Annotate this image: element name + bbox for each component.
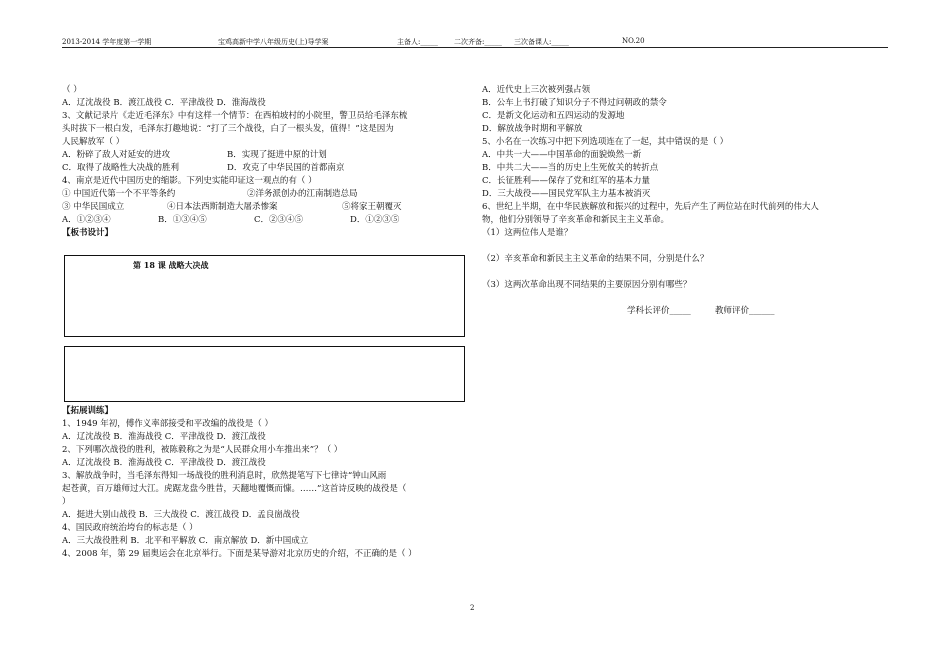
q6-text-1: 6、世纪上半期，在中华民族解放和振兴的过程中，先后产生了两位站在时代前列的伟大人 xyxy=(482,202,819,212)
q6-sub1: （1）这两位伟人是谁？ xyxy=(482,228,573,238)
q3-option-b: B．实现了挺进中原的计划 xyxy=(227,150,327,160)
ext-q1: 1、1949 年初，傅作义率部接受和平改编的战役是（ ） xyxy=(62,419,273,429)
q5-option-d: D．三大战役——国民党军队主力基本被消灭 xyxy=(482,189,651,199)
q4-option-c: C．②③④⑤ xyxy=(254,215,304,225)
q3-text-2: 头时拔下一根白发，毛泽东打趣地说：“打了三个战役，白了一根头发，值得！”这是因为 xyxy=(62,124,394,134)
ext-q3-line3: ） xyxy=(62,497,71,507)
left-column xyxy=(62,84,472,240)
lesson-title: 第 18 课 战略大决战 xyxy=(133,260,209,270)
q2-options: A．辽沈战役 B．渡江战役 C．平津战役 D．淮海战役 xyxy=(62,98,266,108)
semester-label: 2013-2014 学年度第一学期 xyxy=(62,38,152,46)
ext-q3-line2: 起苍黄，百万雄师过大江。虎踞龙盘今胜昔，天翻地覆慨而慷。……”这首诗反映的战役是（ xyxy=(62,484,407,494)
q4-item-1: ① 中国近代第一个不平等条约 xyxy=(62,189,176,199)
q4-item-3: ③ 中华民国成立 xyxy=(62,202,125,212)
q4-option-a: A．①②③④ xyxy=(62,215,111,225)
page-header xyxy=(62,37,888,48)
q3-text-1: 3、文献记录片《走近毛泽东》中有这样一个情节：在西柏坡村的小院里，警卫员给毛泽东梳 xyxy=(62,111,408,121)
notes-box xyxy=(64,346,465,402)
ext-q4-options: A．三大战役胜利 B．北平和平解放 C．南京解放 D．新中国成立 xyxy=(62,536,309,546)
q4-items-2 xyxy=(62,201,472,214)
q5-option-c: C．长征胜利——保存了党和红军的基本力量 xyxy=(482,176,651,186)
q3-options-ab xyxy=(62,149,472,162)
q4-item-4: ④日本法西斯制造大屠杀惨案 xyxy=(167,202,278,212)
q6-text-2: 物，他们分别领导了辛亥革命和新民主主义革命。 xyxy=(482,215,670,225)
answer-paren: （ ） xyxy=(62,85,82,95)
bj-option-a: A．近代史上三次被列强占领 xyxy=(482,85,591,95)
board-design-box xyxy=(64,255,465,337)
q4-option-d: D．①②③⑤ xyxy=(350,215,400,225)
main-preparer: 主备人:_____ xyxy=(397,38,438,46)
bj-option-b: B．公车上书打破了知识分子不得过问朝政的禁令 xyxy=(482,98,667,108)
ext-q2-options: A．辽沈战役 B．淮海战役 C．平津战役 D．渡江战役 xyxy=(62,458,266,468)
q5-option-a: A．中共一大——中国革命的面貌焕然一新 xyxy=(482,150,642,160)
q4-items-1 xyxy=(62,188,472,201)
extension-section xyxy=(62,405,472,561)
ext-q5: 4、2008 年，第 29 届奥运会在北京举行。下面是某导游对北京历史的介绍，不正确的是（ ） xyxy=(62,549,417,559)
ext-q1-options: A．辽沈战役 B．淮海战役 C．平津战役 D．渡江战役 xyxy=(62,432,266,442)
extension-heading: 【拓展训练】 xyxy=(62,406,114,416)
q6-sub2: （2）辛亥革命和新民主主义革命的结果不同，分别是什么？ xyxy=(482,254,709,264)
ext-q3-line1: 3、解放战争时，当毛泽东得知一场战役的胜利消息时，欣然提笔写下七律诗“钟山风雨 xyxy=(62,471,387,481)
board-design-heading: 【板书设计】 xyxy=(62,228,114,238)
ext-q2: 2、下列哪次战役的胜利，被陈毅称之为是“人民群众用小车推出来”？（ ） xyxy=(62,445,343,455)
ext-q3-options: A．挺进大别山战役 B．三大战役 C．渡江战役 D．孟良崮战役 xyxy=(62,510,300,520)
q4-text: 4、南京是近代中国历史的缩影。下列史实能印证这一观点的有（ ） xyxy=(62,176,317,186)
teacher-eval: 教师评价______ xyxy=(715,306,775,316)
q4-item-5: ⑤将家王朝覆灭 xyxy=(342,202,402,212)
school-title: 宝鸡高新中学八年级历史(上)导学案 xyxy=(218,38,329,46)
q3-option-a: A．粉碎了敌人对延安的进攻 xyxy=(62,150,171,160)
q3-text-3: 人民解放军（ ） xyxy=(62,137,125,147)
ext-q4: 4、国民政府统治垮台的标志是（ ） xyxy=(62,523,198,533)
q3-option-d: D．攻克了中华民国的首都南京 xyxy=(227,163,345,173)
bj-option-c: C．是新文化运动和五四运动的发源地 xyxy=(482,111,625,121)
third-preparer: 三次备课人:_____ xyxy=(514,38,569,46)
right-column xyxy=(482,84,892,318)
subject-leader-eval: 学科长评价_____ xyxy=(627,306,691,316)
q4-item-2: ②洋务派创办的江南制造总局 xyxy=(247,189,358,199)
bj-option-d: D．解放战争时期和平解放 xyxy=(482,124,583,134)
evaluation-line xyxy=(482,305,892,318)
page-number: 2 xyxy=(470,604,475,612)
q5-text: 5、小名在一次练习中把下列选项连在了一起，其中错误的是（ ） xyxy=(482,137,729,147)
q3-options-cd xyxy=(62,162,472,175)
q6-sub3: （3）这两次革命出现不同结果的主要原因分别有哪些？ xyxy=(482,280,692,290)
q3-option-c: C．取得了战略性大决战的胜利 xyxy=(62,163,180,173)
doc-number: NO.20 xyxy=(622,37,645,45)
q5-option-b: B．中共二大——当的历史上生死攸关的转折点 xyxy=(482,163,659,173)
q4-option-b: B．①③④⑤ xyxy=(158,215,207,225)
second-preparer: 二次齐备:_____ xyxy=(454,38,502,46)
q4-options xyxy=(62,214,472,227)
